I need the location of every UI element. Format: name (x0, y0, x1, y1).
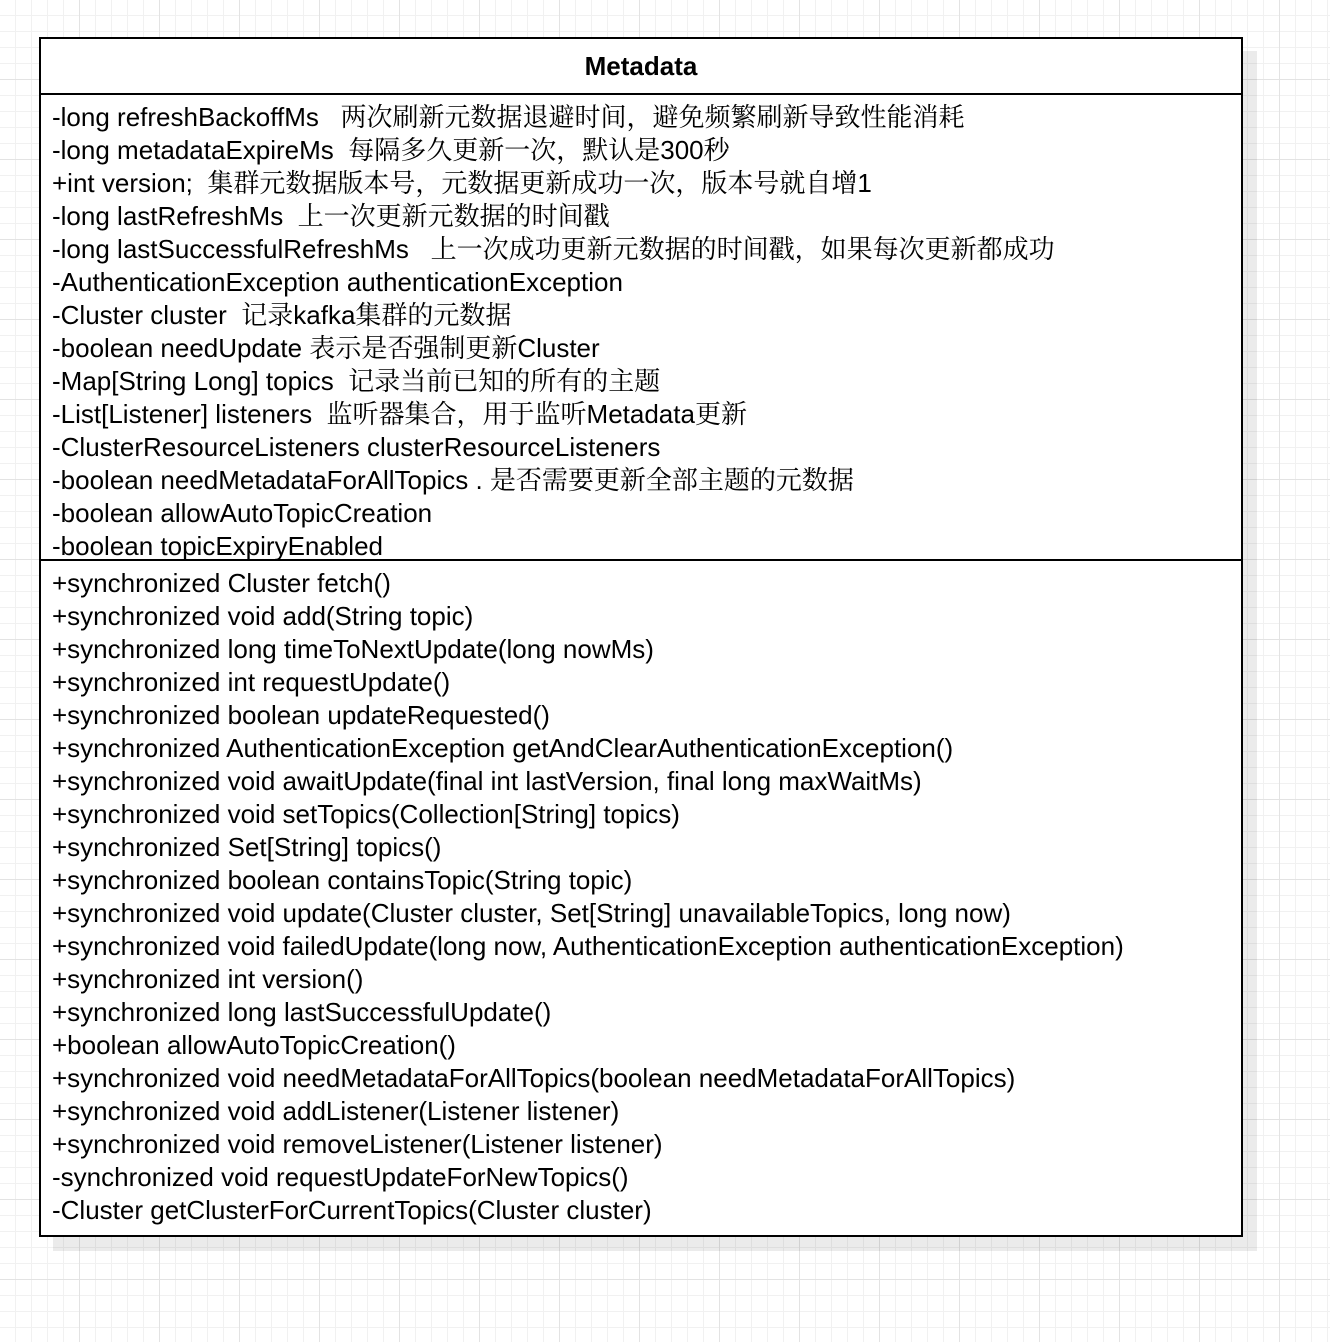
method-row: +synchronized Cluster fetch() (52, 568, 391, 598)
method-row: +synchronized AuthenticationException getAndClearAuthenticationException() (52, 733, 954, 763)
method-row: +synchronized long lastSuccessfulUpdate() (52, 997, 552, 1027)
attribute-row: -ClusterResourceListeners clusterResourceListeners (52, 432, 661, 462)
method-row: +synchronized int requestUpdate() (52, 667, 451, 697)
attribute-row: -long metadataExpireMs 每隔多久更新一次，默认是300秒 (52, 135, 730, 165)
attribute-row: -AuthenticationException authenticationException (52, 267, 623, 297)
attribute-row: -Map[String Long] topics 记录当前已知的所有的主题 (52, 366, 661, 396)
method-row: +synchronized void addListener(Listener listener) (52, 1096, 620, 1126)
method-row: +synchronized void setTopics(Collection[String] topics) (52, 799, 680, 829)
method-row: +synchronized long timeToNextUpdate(long nowMs) (52, 634, 654, 664)
methods-section (41, 561, 1241, 1235)
method-row: +synchronized int version() (52, 964, 364, 994)
method-row: +synchronized void awaitUpdate(final int lastVersion, final long maxWaitMs) (52, 766, 922, 796)
method-row: -synchronized void requestUpdateForNewTopics() (52, 1162, 629, 1192)
attribute-row: -Cluster cluster 记录kafka集群的元数据 (52, 300, 512, 330)
method-row: +synchronized void needMetadataForAllTopics(boolean needMetadataForAllTopics) (52, 1063, 1016, 1093)
attribute-row: -long refreshBackoffMs 两次刷新元数据退避时间，避免频繁刷新导致性能消耗 (52, 102, 965, 132)
method-row: +synchronized boolean updateRequested() (52, 700, 550, 730)
method-row: +boolean allowAutoTopicCreation() (52, 1030, 456, 1060)
attribute-row: -boolean allowAutoTopicCreation (52, 498, 433, 528)
class-name: Metadata (41, 39, 1241, 95)
method-row: +synchronized void removeListener(Listener listener) (52, 1129, 663, 1159)
uml-class-metadata[interactable] (39, 37, 1243, 1237)
method-row: +synchronized Set[String] topics() (52, 832, 442, 862)
attribute-row: -long lastRefreshMs 上一次更新元数据的时间戳 (52, 201, 610, 231)
attribute-row: -boolean needMetadataForAllTopics . 是否需要更新全部主题的元数据 (52, 465, 854, 495)
method-row: +synchronized void update(Cluster cluster, Set[String] unavailableTopics, long now) (52, 898, 1011, 928)
attributes-section (41, 95, 1241, 561)
method-row: +synchronized void failedUpdate(long now, AuthenticationException authenticationException) (52, 931, 1124, 961)
method-row: +synchronized void add(String topic) (52, 601, 474, 631)
attribute-row: -boolean needUpdate 表示是否强制更新Cluster (52, 333, 600, 363)
attribute-row: +int version; 集群元数据版本号，元数据更新成功一次，版本号就自增1 (52, 168, 872, 198)
attribute-row: -boolean topicExpiryEnabled (52, 531, 383, 561)
method-row: +synchronized boolean containsTopic(String topic) (52, 865, 633, 895)
attribute-row: -List[Listener] listeners 监听器集合，用于监听Metadata更新 (52, 399, 747, 429)
attribute-row: -long lastSuccessfulRefreshMs 上一次成功更新元数据的时间戳，如果每次更新都成功 (52, 234, 1055, 264)
method-row: -Cluster getClusterForCurrentTopics(Cluster cluster) (52, 1195, 652, 1225)
